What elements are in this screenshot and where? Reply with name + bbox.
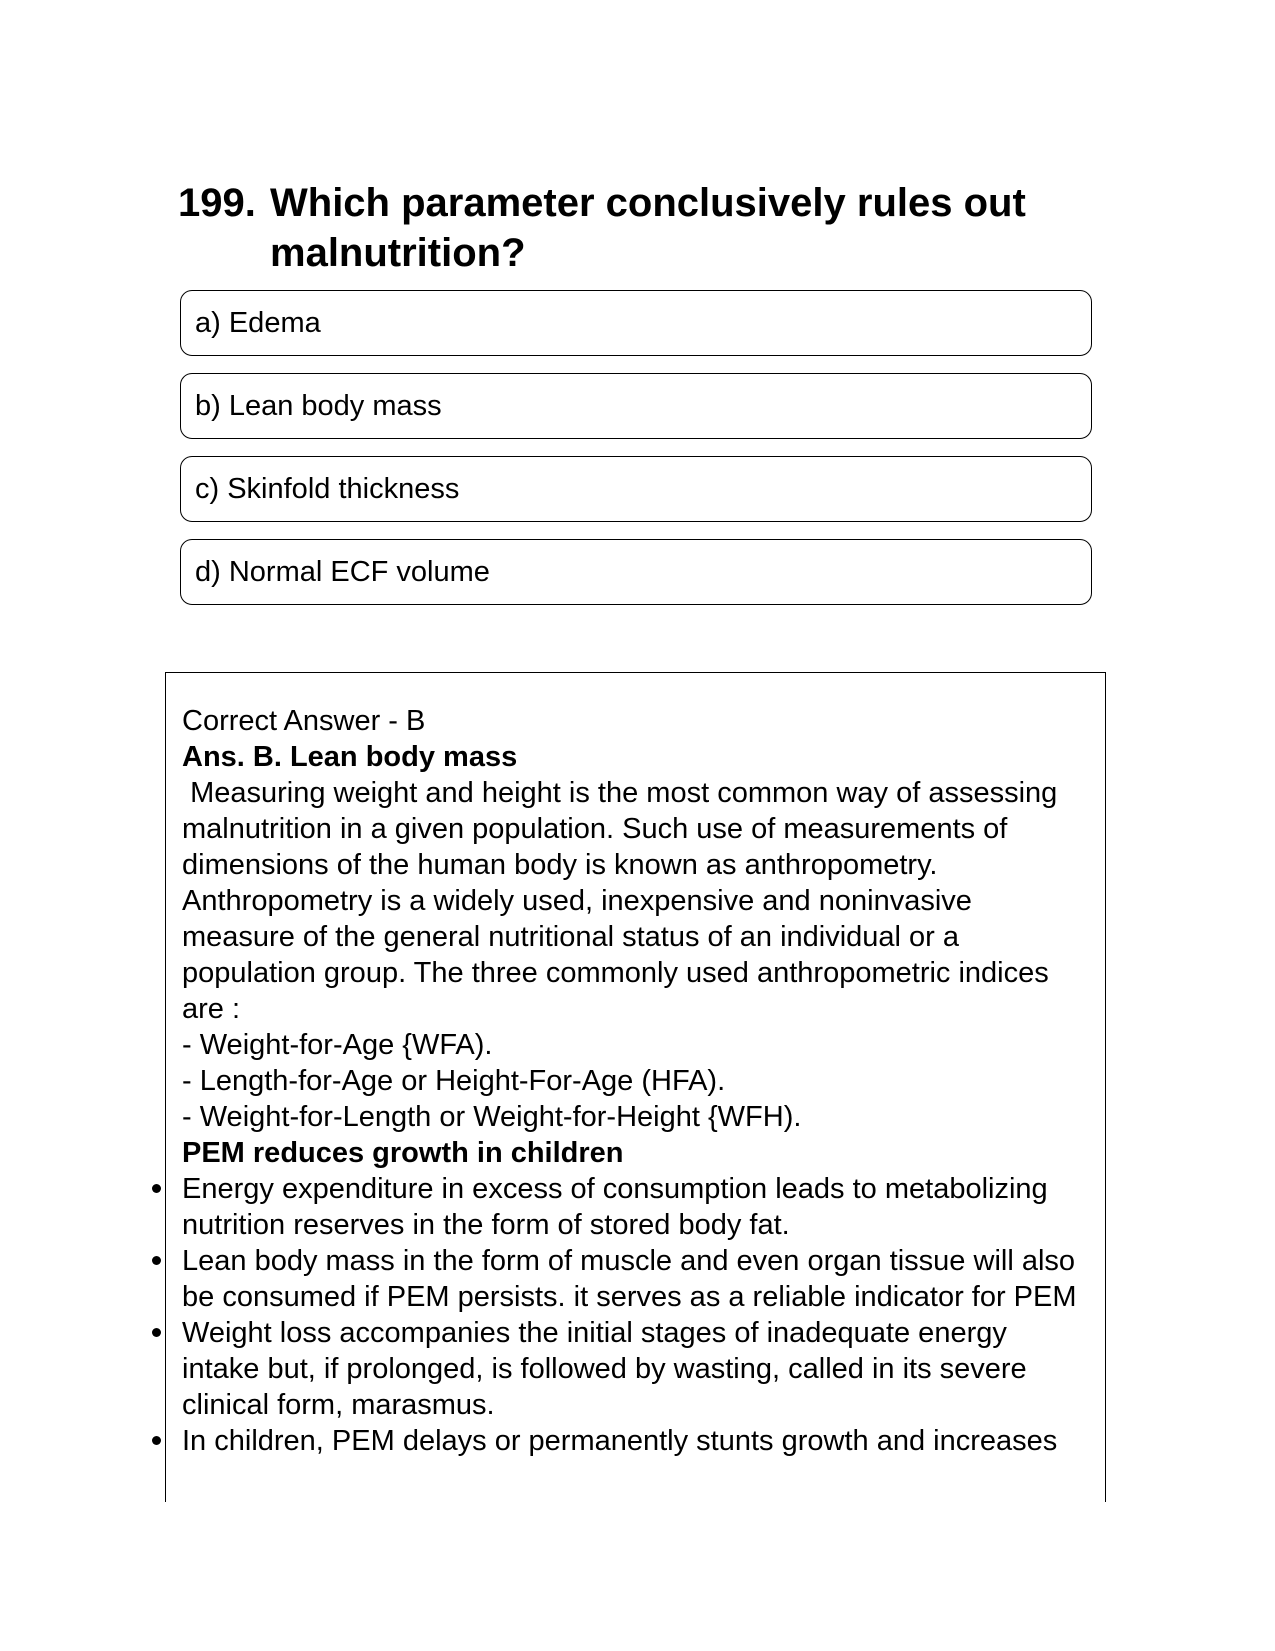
option-d[interactable]: d) Normal ECF volume	[180, 539, 1092, 605]
list-item	[182, 1423, 1082, 1459]
bullet-icon	[152, 1436, 161, 1445]
bullet-icon	[152, 1256, 161, 1265]
list-item-text: Lean body mass in the form of muscle and even organ tissue will also be consumed if PEM persists. it serves as a reliable indicator for PEM	[182, 1245, 1077, 1313]
list-item	[182, 1171, 1082, 1243]
correct-answer: Correct Answer - B	[182, 705, 426, 737]
answer-heading: Ans. B. Lean body mass	[182, 741, 518, 773]
answer-subheading: PEM reduces growth in children	[182, 1137, 624, 1169]
list-item-text: Weight loss accompanies the initial stages of inadequate energy intake but, if prolonged, is followed by wasting, called in its severe clinical form, marasmus.	[182, 1317, 1027, 1421]
index-item: - Weight-for-Age {WFA).	[182, 1029, 493, 1061]
question-number: 199.	[178, 181, 256, 225]
bullet-icon	[152, 1328, 161, 1337]
index-item: - Weight-for-Length or Weight-for-Height {WFH).	[182, 1101, 802, 1133]
list-item	[182, 1243, 1082, 1315]
bullet-list	[182, 1171, 1082, 1459]
answer-explanation-box	[165, 672, 1106, 1502]
list-item-text: Energy expenditure in excess of consumption leads to metabolizing nutrition reserves in the form of stored body fat.	[182, 1173, 1048, 1241]
question-text: Which parameter conclusively rules out malnutrition?	[270, 181, 1026, 275]
list-item	[182, 1315, 1082, 1423]
option-a[interactable]: a) Edema	[180, 290, 1092, 356]
option-b[interactable]: b) Lean body mass	[180, 373, 1092, 439]
answer-paragraph: Measuring weight and height is the most common way of assessing malnutrition in a given population. Such use of measurements of dimensions of the human body is known as anthropometry. Anthropometry is a widely used, inexpensive and noninvasive measure of the general nutritional status of an individual or a population group. The three commonly used anthropometric indices are :	[182, 777, 1066, 1025]
index-item: - Length-for-Age or Height-For-Age (HFA).	[182, 1065, 726, 1097]
list-item-text: In children, PEM delays or permanently stunts growth and increases	[182, 1425, 1058, 1457]
bullet-icon	[152, 1184, 161, 1193]
question-heading	[178, 178, 1078, 278]
answer-content	[182, 703, 1082, 1459]
option-c[interactable]: c) Skinfold thickness	[180, 456, 1092, 522]
